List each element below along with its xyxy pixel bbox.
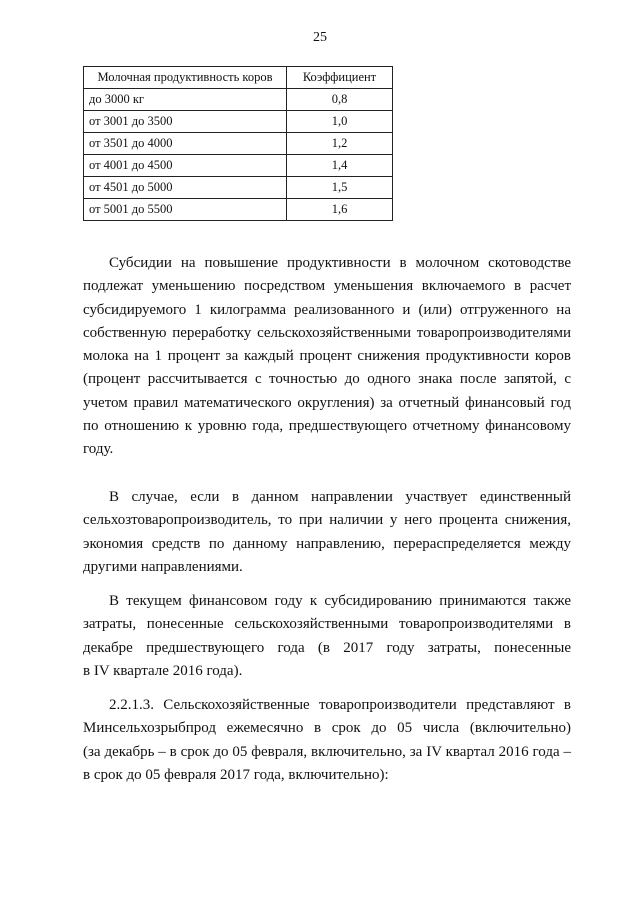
table-row (84, 89, 393, 111)
table-row (84, 199, 393, 221)
table-cell: 0,8 (287, 89, 393, 111)
table-cell: 1,4 (287, 155, 393, 177)
text-line: (за декабрь – в срок до 05 февраля, включительно, за IV квартал 2016 года – (83, 743, 571, 760)
table-row (84, 177, 393, 199)
text-line: по отношению к уровню года, предшествующего отчетному финансовому (83, 418, 571, 435)
text-line: В случае, если в данном направлении участвует единственный (109, 489, 571, 505)
text-line: субсидируемого 1 килограмма реализованного и (или) отгруженного на (83, 301, 571, 318)
productivity-coefficient-table (83, 66, 393, 221)
table-cell: 1,0 (287, 111, 393, 133)
paragraph-single-producer (83, 486, 571, 579)
table-cell: от 5001 до 5500 (84, 199, 287, 221)
text-line: в IV квартале 2016 года). (83, 662, 243, 679)
table-header-cell: Молочная продуктивность коров (84, 67, 287, 89)
text-line: учетом правил математического округления) за отчетный финансовый год (83, 394, 571, 411)
text-line: 2.2.1.3. Сельскохозяйственные товаропроизводители представляют в (109, 697, 571, 713)
text-line: в срок до 05 февраля 2017 года, включительно): (83, 766, 389, 783)
table-cell: от 3501 до 4000 (84, 133, 287, 155)
table-cell: 1,2 (287, 133, 393, 155)
text-line: сельхозтоваропроизводитель, то при наличии у него процента снижения, (83, 512, 571, 529)
paragraph-section-2-2-1-3 (83, 694, 571, 787)
text-line: экономия средств по данному направлению, перераспределяется между (83, 535, 571, 552)
text-line: молока на 1 процент за каждый процент снижения продуктивности коров (83, 348, 571, 365)
text-line: затраты, понесенные сельскохозяйственными товаропроизводителями в (83, 616, 571, 633)
table-cell: до 3000 кг (84, 89, 287, 111)
text-line: подлежат уменьшению посредством уменьшения включаемого в расчет (83, 278, 571, 295)
table-cell: от 3001 до 3500 (84, 111, 287, 133)
table-row (84, 155, 393, 177)
table-cell: от 4501 до 5000 (84, 177, 287, 199)
table-row (84, 111, 393, 133)
paragraph-subsidy-reduction (83, 252, 571, 462)
table-cell: 1,6 (287, 199, 393, 221)
text-line: другими направлениями. (83, 558, 243, 575)
text-line: декабре предшествующего года (в 2017 году затраты, понесенные (83, 639, 571, 656)
paragraph-current-year-costs (83, 590, 571, 683)
text-line: Субсидии на повышение продуктивности в молочном скотоводстве (109, 255, 571, 271)
text-line: В текущем финансовом году к субсидированию принимаются также (109, 593, 571, 609)
table-row (84, 133, 393, 155)
text-line: году. (83, 441, 114, 458)
text-line: (процент рассчитывается с точностью до одного знака после запятой, с (83, 371, 571, 388)
text-line: собственную переработку сельскохозяйственными товаропроизводителями (83, 324, 571, 341)
table-cell: от 4001 до 4500 (84, 155, 287, 177)
page-number: 25 (313, 30, 327, 45)
text-line: Минсельхозрыбпрод ежемесячно в срок до 05 числа (включительно) (83, 720, 571, 737)
table-header-cell: Коэффициент (287, 67, 393, 89)
table-cell: 1,5 (287, 177, 393, 199)
table-header-row (84, 67, 393, 89)
